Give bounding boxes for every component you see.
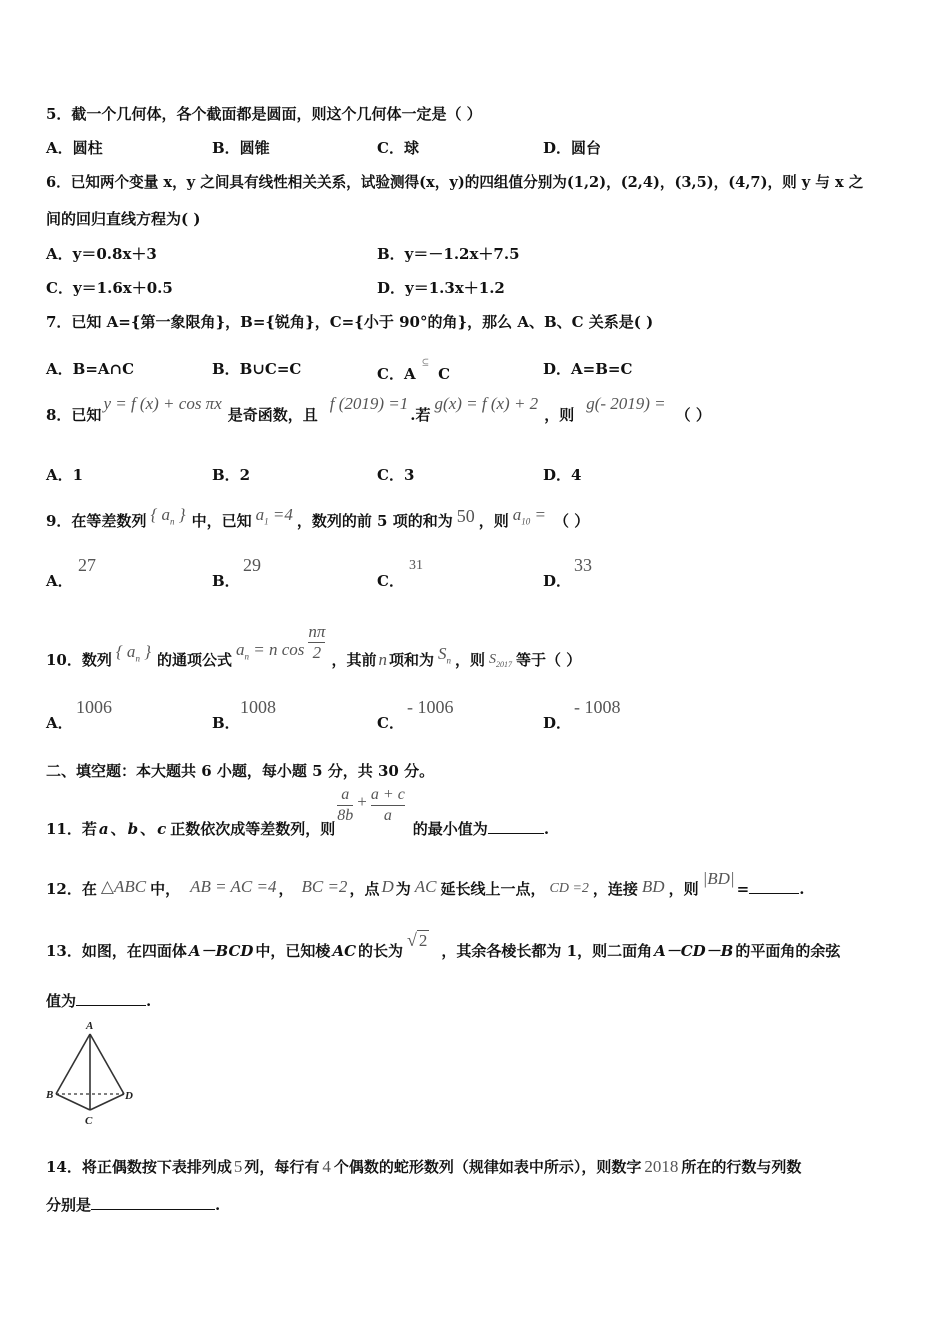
q9-text-given: 中，已知 (191, 512, 252, 530)
q14-text-a: 14．将正偶数按下表排列成 (46, 1158, 232, 1176)
q14-text-c: 个偶数的蛇形数列（规律如表中所示），则数字 (333, 1158, 642, 1176)
q11-text-min: 的最小值为 (412, 819, 488, 838)
q8-text-then: ，则 (544, 406, 575, 424)
q13-tetra: A－BCD (188, 942, 254, 960)
q11-sep2: 、 (140, 819, 156, 838)
q13-period: . (146, 992, 152, 1010)
q9-a10 (512, 505, 546, 527)
q14-stem-line2 (46, 1194, 220, 1215)
q13-prefix: 13．如图，在四面体 (46, 942, 187, 960)
q11-sep1: 、 (110, 819, 126, 838)
q7-subset-symbol: ⊆ (421, 358, 430, 368)
q10-option-c-value: - 1006 (407, 697, 454, 717)
q13-text-cosine: 的平面角的余弦 (735, 942, 841, 960)
q10-Sn (438, 644, 451, 663)
q12-bd: BD (641, 877, 665, 896)
q11-frac1-num: a (337, 785, 353, 806)
q11-frac1-den: 8b (337, 807, 354, 824)
q12-stem (46, 869, 805, 899)
q14-period: . (215, 1196, 221, 1214)
q12-prefix: 12．在 (46, 880, 97, 898)
q8-option-c: C．3 (377, 466, 415, 484)
q7-option-c (377, 358, 450, 384)
q12-text-extension: 延长线上一点， (440, 880, 546, 898)
q9-a10-sym: a (512, 505, 522, 524)
q9-a1-eq: =4 (268, 505, 293, 524)
q8-paren: （ ） (675, 406, 711, 424)
q10-frac-num: nπ (308, 622, 326, 641)
q10-suffix: 等于（ ） (515, 650, 582, 669)
edge-cd (90, 1094, 124, 1110)
q9-seq-sub: n (170, 516, 175, 527)
q10-stem (46, 616, 582, 669)
q9-sum-value: 50 (456, 506, 475, 526)
q12-abs-bd: |BD| (702, 869, 735, 888)
q13-sqrt-sign: √ (407, 930, 417, 950)
q11-a: a (98, 819, 109, 838)
q9-option-a-value: 27 (78, 555, 96, 575)
q13-text-rest: ，其余各棱长都为 1，则二面角 (441, 942, 653, 960)
q10-option-b-letter: B． (212, 714, 240, 732)
q13-stem-line1 (46, 930, 841, 961)
q9-a1-sym: a (255, 505, 265, 524)
q11-fraction-2 (371, 785, 405, 826)
q9-option-a-letter: A． (46, 572, 73, 590)
section-fill-in-title: 二、填空题：本大题共 6 小题，每小题 5 分，共 30 分。 (46, 762, 435, 780)
q7-option-c-right: C (438, 365, 451, 383)
q10-formula-cos: = n cos (249, 639, 305, 659)
q8-text-if: .若 (410, 406, 431, 424)
q12-text-in: 中， (150, 880, 181, 898)
q10-S2017 (489, 652, 512, 667)
q14-n2018: 2018 (644, 1157, 679, 1176)
q6-option-b: B．y＝－1.2x＋7.5 (377, 245, 520, 263)
q9-option-d-value: 33 (574, 555, 592, 575)
q8-stem (46, 394, 711, 425)
q9-a10-sub: 10 (521, 516, 531, 527)
q9-seq-a: { a (150, 505, 171, 524)
q14-n4: 4 (322, 1157, 331, 1176)
q8-text-odd: 是奇函数，且 (227, 406, 318, 424)
q8-expr-function: y = f (x) + cos πx (103, 394, 222, 413)
q11-answer-blank[interactable] (488, 819, 544, 834)
q10-an-sub: n (244, 650, 250, 661)
q12-ac: AC (414, 877, 437, 896)
edge-ab (56, 1034, 90, 1094)
q6-option-c: C．y＝1.6x＋0.5 (46, 279, 173, 297)
q9-option-c-value: 31 (409, 558, 423, 573)
q6-option-a: A．y＝0.8x＋3 (46, 245, 157, 263)
q9-option-d-letter: D． (543, 572, 572, 590)
q14-stem-line1 (46, 1156, 801, 1177)
q10-option-b-value: 1008 (240, 697, 276, 717)
q9-option-b-letter: B． (212, 572, 240, 590)
q9-a1 (255, 505, 293, 527)
q9-text-sum: ，数列的前 5 项的和为 (296, 512, 453, 530)
q11-fraction-1 (337, 785, 353, 826)
q11-plus: + (357, 791, 367, 811)
q8-expr-f2019: f (2019) =1 (329, 394, 409, 413)
q9-text-then: ，则 (478, 512, 509, 530)
q11-period: . (543, 819, 550, 838)
q11-frac2-num: a + c (371, 785, 405, 806)
q12-eq: = (736, 880, 750, 898)
q12-text-connect: ，连接 (592, 880, 638, 898)
q10-option-c-letter: C． (377, 714, 404, 732)
q10-seq-a: { a (115, 641, 136, 661)
q9-a10-eq: = (530, 505, 546, 524)
q5-option-b: B．圆锥 (212, 139, 270, 157)
q12-text-is: 为 (395, 880, 411, 898)
q12-text-then: ，则 (668, 880, 699, 898)
q12-point-d: D (381, 877, 394, 896)
q9-stem (46, 505, 590, 532)
vertex-label-b: B (46, 1089, 54, 1101)
q13-sqrt (407, 930, 429, 951)
q10-fraction (308, 622, 325, 663)
q13-text-length: 的长为 (358, 942, 404, 960)
q10-option-a-letter: A． (46, 714, 73, 732)
q12-period: . (799, 880, 805, 898)
q11-text: 正数依次成等差数列，则 (170, 819, 336, 838)
q7-option-d: D．A=B=C (543, 360, 633, 378)
q10-Sn-sym: S (437, 643, 447, 663)
q6-option-d: D．y＝1.3x＋1.2 (377, 279, 505, 297)
q10-seq-sub: n (135, 652, 140, 663)
q12-cond-ab-ac: AB = AC =4 (190, 877, 277, 896)
q13-angle: A－CD－B (654, 942, 734, 960)
q10-prefix: 10．数列 (46, 650, 112, 669)
q10-option-d-letter: D． (543, 714, 572, 732)
q8-prefix: 8．已知 (46, 406, 102, 424)
tetrahedron-figure (44, 1018, 144, 1130)
q12-answer-blank[interactable] (749, 879, 799, 894)
vertex-label-a: A (86, 1020, 94, 1032)
q10-Sn-sub: n (446, 654, 451, 665)
q7-option-a: A．B=A∩C (46, 360, 135, 378)
q8-option-a: A．1 (46, 466, 84, 484)
q12-cond-bc: BC =2 (301, 877, 348, 896)
q8-expr-g: g(x) = f (x) + 2 (434, 394, 539, 413)
q9-option-b-value: 29 (243, 555, 261, 575)
q12-cond-cd: CD =2 (549, 881, 589, 896)
q13-text-edge: 中，已知棱 (255, 942, 331, 960)
q10-option-a-value: 1006 (76, 697, 112, 717)
q9-option-c-letter: C． (377, 572, 404, 590)
q13-sqrt-value: 2 (418, 931, 428, 950)
q6-stem-line2: 间的回归直线方程为( ) (46, 210, 201, 228)
q10-text-sum: 项和为 (388, 650, 434, 669)
q5-option-d: D．圆台 (543, 139, 602, 157)
q7-option-c-left: C．A (377, 365, 416, 383)
q14-answer-blank[interactable] (91, 1195, 215, 1210)
q13-stem-line2 (46, 990, 151, 1011)
q9-seq-close: } (174, 505, 186, 524)
q12-triangle: △ABC (100, 877, 147, 896)
q11-frac2-den: a (383, 807, 392, 824)
q12-comma: ， (278, 880, 294, 898)
edge-ad (90, 1034, 124, 1094)
q14-text-result: 分别是 (46, 1196, 92, 1214)
q5-option-c: C．球 (377, 139, 419, 157)
q10-option-d-value: - 1008 (574, 697, 621, 717)
q10-S2017-sym: S (488, 651, 496, 667)
q12-text-point: ，点 (349, 880, 380, 898)
q10-seq (116, 642, 151, 661)
q10-an-sym: a (236, 639, 245, 659)
q9-paren: （ ） (553, 512, 590, 530)
q13-ac: AC (332, 942, 357, 960)
q8-expr-g-neg2019: g(- 2019) = (586, 394, 666, 413)
q11-prefix: 11．若 (46, 819, 97, 838)
q10-text-formula: 的通项公式 (157, 650, 233, 669)
q10-an (236, 640, 304, 659)
q10-S2017-sub: 2017 (495, 659, 512, 669)
q9-seq (150, 505, 186, 527)
vertex-label-d: D (125, 1090, 133, 1102)
q11-stem (46, 785, 550, 838)
q14-text-b: 列，每行有 (244, 1158, 320, 1176)
edge-bc (56, 1094, 90, 1110)
q10-text-first: ，其前 (331, 650, 377, 669)
q10-text-then: ，则 (454, 650, 485, 669)
q9-a1-sub: 1 (264, 516, 269, 527)
q10-frac-den: 2 (308, 642, 325, 663)
q8-option-d: D．4 (543, 466, 582, 484)
q10-seq-close: } (139, 641, 151, 661)
q7-option-b: B．B∪C=C (212, 360, 302, 378)
q6-stem-line1: 6．已知两个变量 x，y 之间具有线性相关关系，试验测得(x，y)的四组值分别为(1,2)，(2,4)，(3,5)，(4,7)，则 y 与 x 之 (46, 174, 864, 191)
q7-stem: 7．已知 A={第一象限角}，B={锐角}，C={小于 90°的角}，那么 A、B、C 关系是( ) (46, 313, 654, 331)
q13-text-value: 值为 (46, 992, 77, 1010)
q11-c: c (157, 819, 167, 838)
q11-b: b (127, 819, 139, 838)
vertex-label-c: C (85, 1115, 93, 1127)
q10-n: n (378, 649, 387, 669)
q14-text-d: 所在的行数与列数 (681, 1158, 802, 1176)
q9-prefix: 9．在等差数列 (46, 512, 147, 530)
q13-answer-blank[interactable] (76, 991, 146, 1006)
q5-stem: 5．截一个几何体，各个截面都是圆面，则这个几何体一定是（ ） (46, 105, 482, 123)
q8-option-b: B．2 (212, 466, 251, 484)
q5-option-a: A．圆柱 (46, 139, 103, 157)
q14-n5: 5 (233, 1157, 243, 1176)
